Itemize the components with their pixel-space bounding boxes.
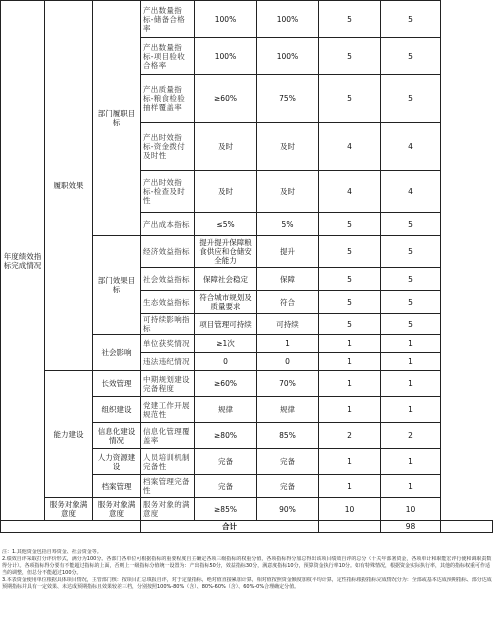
score-cell: 5 (381, 268, 441, 291)
total-end (441, 521, 493, 533)
score-cell: 5 (381, 236, 441, 268)
indicator-cell: 经济效益指标 (141, 236, 195, 268)
table-row (1, 498, 493, 521)
target-cell: ≥60% (195, 371, 257, 397)
indicator-cell: 人员培训机制完备性 (141, 449, 195, 475)
indicator-cell: 党建工作开展规范性 (141, 397, 195, 423)
weight-cell: 5 (319, 236, 381, 268)
actual-cell: 0 (257, 353, 319, 371)
note-1: 注：1.其他资金包括自筹资金、社会资金等。 (2, 549, 102, 555)
target-cell: 完备 (195, 449, 257, 475)
actual-cell: 完备 (257, 449, 319, 475)
total-score: 98 (381, 521, 441, 533)
score-cell: 5 (381, 75, 441, 123)
weight-cell: 2 (319, 423, 381, 449)
footnotes (2, 549, 494, 591)
weight-cell: 10 (319, 498, 381, 521)
actual-cell: 提升 (257, 236, 319, 268)
indicator-cell: 产出数量指标-项目验收合格率 (141, 38, 195, 75)
indicator-cell: 产出成本指标 (141, 213, 195, 236)
indicator-cell: 产出时效指标-检查及时性 (141, 171, 195, 213)
actual-cell: 保障 (257, 268, 319, 291)
table-row (1, 371, 493, 397)
actual-cell: 90% (257, 498, 319, 521)
note-3: 3.本表资金使用单位根据具体项目情况，主管部门核：按项目汇总填报自评，对于定量指标，绝对值直接累加计算，相对值按照资金额度加权平均计算，定性指标根据指标完成情况分为：全部或基本达成预期指标、部分达成预期指标并具有一定效果、未达成预期指标且效果较差三档，分别按照100%-80%（含）、80%-60%（含）、60%-0%合理确定分值。 (2, 577, 492, 590)
actual-cell: 1 (257, 335, 319, 353)
indicator-cell: 产出数量指标-储备合格率 (141, 1, 195, 38)
target-cell: 及时 (195, 171, 257, 213)
actual-cell: 70% (257, 371, 319, 397)
score-cell: 1 (381, 335, 441, 353)
score-cell: 1 (381, 371, 441, 397)
weight-cell: 5 (319, 1, 381, 38)
weight-cell: 5 (319, 291, 381, 314)
total-label: 合计 (141, 521, 319, 533)
actual-cell: 100% (257, 38, 319, 75)
score-cell: 5 (381, 38, 441, 75)
subgroup-label: 部门履职目标 (93, 1, 141, 236)
target-cell: 符合城市规划及质量要求 (195, 291, 257, 314)
target-cell: ≤5% (195, 213, 257, 236)
actual-cell: 85% (257, 423, 319, 449)
total-row (1, 521, 493, 533)
indicator-cell: 中期规划建设完备程度 (141, 371, 195, 397)
weight-cell: 1 (319, 335, 381, 353)
indicator-cell: 服务对象的满意度 (141, 498, 195, 521)
target-cell: 完备 (195, 475, 257, 498)
indicator-cell: 社会效益指标 (141, 268, 195, 291)
weight-cell: 4 (319, 123, 381, 171)
total-spacer (1, 521, 141, 533)
score-cell: 5 (381, 314, 441, 335)
score-cell: 5 (381, 291, 441, 314)
score-cell: 5 (381, 1, 441, 38)
score-cell: 2 (381, 423, 441, 449)
target-cell: 保障社会稳定 (195, 268, 257, 291)
weight-cell: 1 (319, 449, 381, 475)
indicator-cell: 生态效益指标 (141, 291, 195, 314)
weight-cell: 1 (319, 475, 381, 498)
target-cell: ≥60% (195, 75, 257, 123)
target-cell: 提升提升保障粮食供应和仓储安全能力 (195, 236, 257, 268)
weight-cell: 5 (319, 75, 381, 123)
actual-cell: 符合 (257, 291, 319, 314)
indicator-cell: 可持续影响指标 (141, 314, 195, 335)
total-blank (319, 521, 381, 533)
target-cell: 项目管理可持续 (195, 314, 257, 335)
indicator-cell: 违法违纪情况 (141, 353, 195, 371)
target-cell: ≥85% (195, 498, 257, 521)
weight-cell: 5 (319, 268, 381, 291)
subgroup-label: 服务对象满意度 (93, 498, 141, 521)
group-label: 履职效果 (45, 1, 93, 371)
indicator-cell: 单位获奖情况 (141, 335, 195, 353)
target-cell: 及时 (195, 123, 257, 171)
actual-cell: 5% (257, 213, 319, 236)
weight-cell: 1 (319, 397, 381, 423)
score-cell: 1 (381, 397, 441, 423)
subgroup-label: 人力资源建设 (93, 449, 141, 475)
score-cell: 1 (381, 475, 441, 498)
weight-cell: 4 (319, 171, 381, 213)
subgroup-label: 组织建设 (93, 397, 141, 423)
weight-cell: 5 (319, 38, 381, 75)
actual-cell: 100% (257, 1, 319, 38)
score-cell: 1 (381, 449, 441, 475)
target-cell: 规律 (195, 397, 257, 423)
target-cell: ≥1次 (195, 335, 257, 353)
weight-cell: 1 (319, 371, 381, 397)
indicator-cell: 信息化管理覆盖率 (141, 423, 195, 449)
subgroup-label: 长效管理 (93, 371, 141, 397)
score-cell: 4 (381, 123, 441, 171)
score-cell: 4 (381, 171, 441, 213)
target-cell: 0 (195, 353, 257, 371)
indicator-cell: 档案管理完备性 (141, 475, 195, 498)
note-2: 2.绩效自评采取打分评价形式，满分为100分。各部门各单位可根据指标的重要程度自主确定各项三级指标的权重分值，各项指标得分加总得出该项目绩效自评的总分（十关年部署资金，各项单计和职能宏评行使和调职责数得分计）。各项指标得分要有不能超过指标的上面，否则上一级指标分值统一设置为：产出指标50分，效益指标30分，满意度指标10分，预算资金执行率10分。如有特殊情况，根据资金实际执行率，其他的指标权重可作适当的调整，但总分不能超过100分。 (2, 556, 492, 576)
weight-cell: 1 (319, 353, 381, 371)
actual-cell: 可持续 (257, 314, 319, 335)
weight-cell: 5 (319, 314, 381, 335)
table-row (1, 1, 493, 38)
score-cell: 10 (381, 498, 441, 521)
indicator-cell: 产出时效指标-资金拨付及时性 (141, 123, 195, 171)
group-label: 能力建设 (45, 371, 93, 498)
subgroup-label: 部门效果目标 (93, 236, 141, 335)
score-cell: 1 (381, 353, 441, 371)
group-label: 服务对象满意度 (45, 498, 93, 521)
weight-cell: 5 (319, 213, 381, 236)
actual-cell: 及时 (257, 123, 319, 171)
actual-cell: 完备 (257, 475, 319, 498)
target-cell: 100% (195, 1, 257, 38)
score-cell: 5 (381, 213, 441, 236)
target-cell: ≥80% (195, 423, 257, 449)
indicator-cell: 产出质量指标-粮食检验抽样覆盖率 (141, 75, 195, 123)
subgroup-label: 信息化建设情况 (93, 423, 141, 449)
subgroup-label: 档案管理 (93, 475, 141, 498)
actual-cell: 规律 (257, 397, 319, 423)
level1-label: 年度绩效指标完成情况 (1, 1, 45, 521)
actual-cell: 75% (257, 75, 319, 123)
actual-cell: 及时 (257, 171, 319, 213)
target-cell: 100% (195, 38, 257, 75)
subgroup-label: 社会影响 (93, 335, 141, 371)
